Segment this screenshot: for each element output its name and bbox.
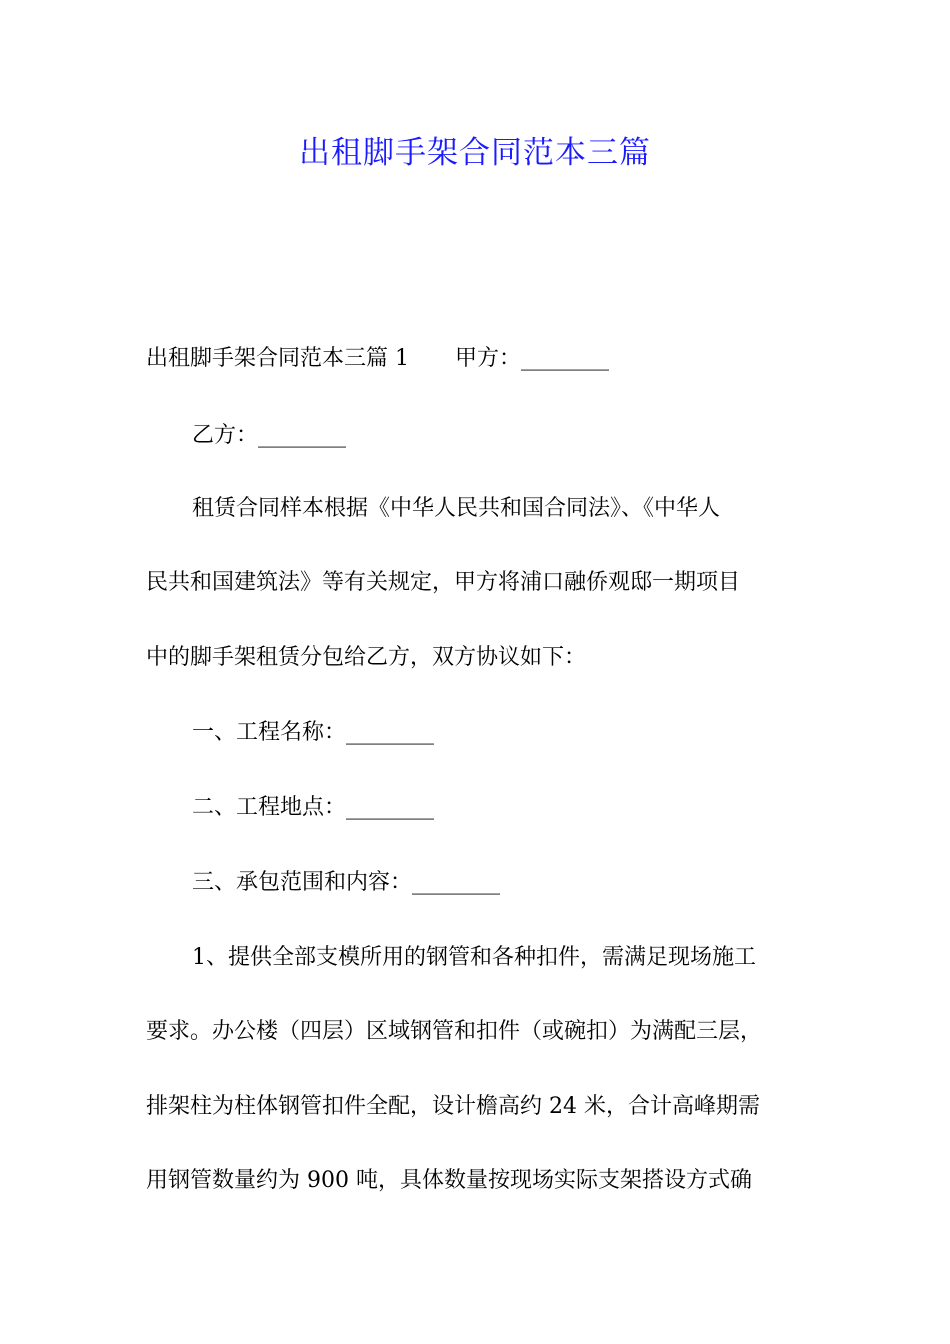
paragraph-line: 1、提供全部支模所用的钢管和各种扣件，需满足现场施工	[192, 945, 756, 970]
paragraph-line: 中的脚手架租赁分包给乙方，双方协议如下：	[146, 645, 587, 670]
paragraph-line: 排架柱为柱体钢管扣件全配，设计檐高约 24 米，合计高峰期需	[146, 1094, 760, 1119]
project-location-field: 二、工程地点：________	[192, 795, 435, 820]
paragraph-line: 要求。办公楼（四层）区域钢管和扣件（或碗扣）为满配三层，	[146, 1019, 763, 1044]
paragraph-line: 民共和国建筑法》等有关规定，甲方将浦口融侨观邸一期项目	[146, 570, 741, 595]
paragraph-line: 用钢管数量约为 900 吨，具体数量按现场实际支架搭设方式确	[146, 1168, 752, 1193]
header-line	[146, 344, 609, 374]
party-b-field: 乙方：________	[192, 423, 347, 448]
paragraph-line: 租赁合同样本根据《中华人民共和国合同法》、《中华人	[192, 496, 721, 521]
document-title: 出租脚手架合同范本三篇	[299, 135, 651, 171]
scope-field: 三、承包范围和内容：________	[192, 870, 501, 895]
party-a-field: 甲方：________	[455, 346, 610, 371]
header-line-title: 出租脚手架合同范本三篇 1	[146, 346, 409, 371]
project-name-field: 一、工程名称：________	[192, 720, 435, 745]
